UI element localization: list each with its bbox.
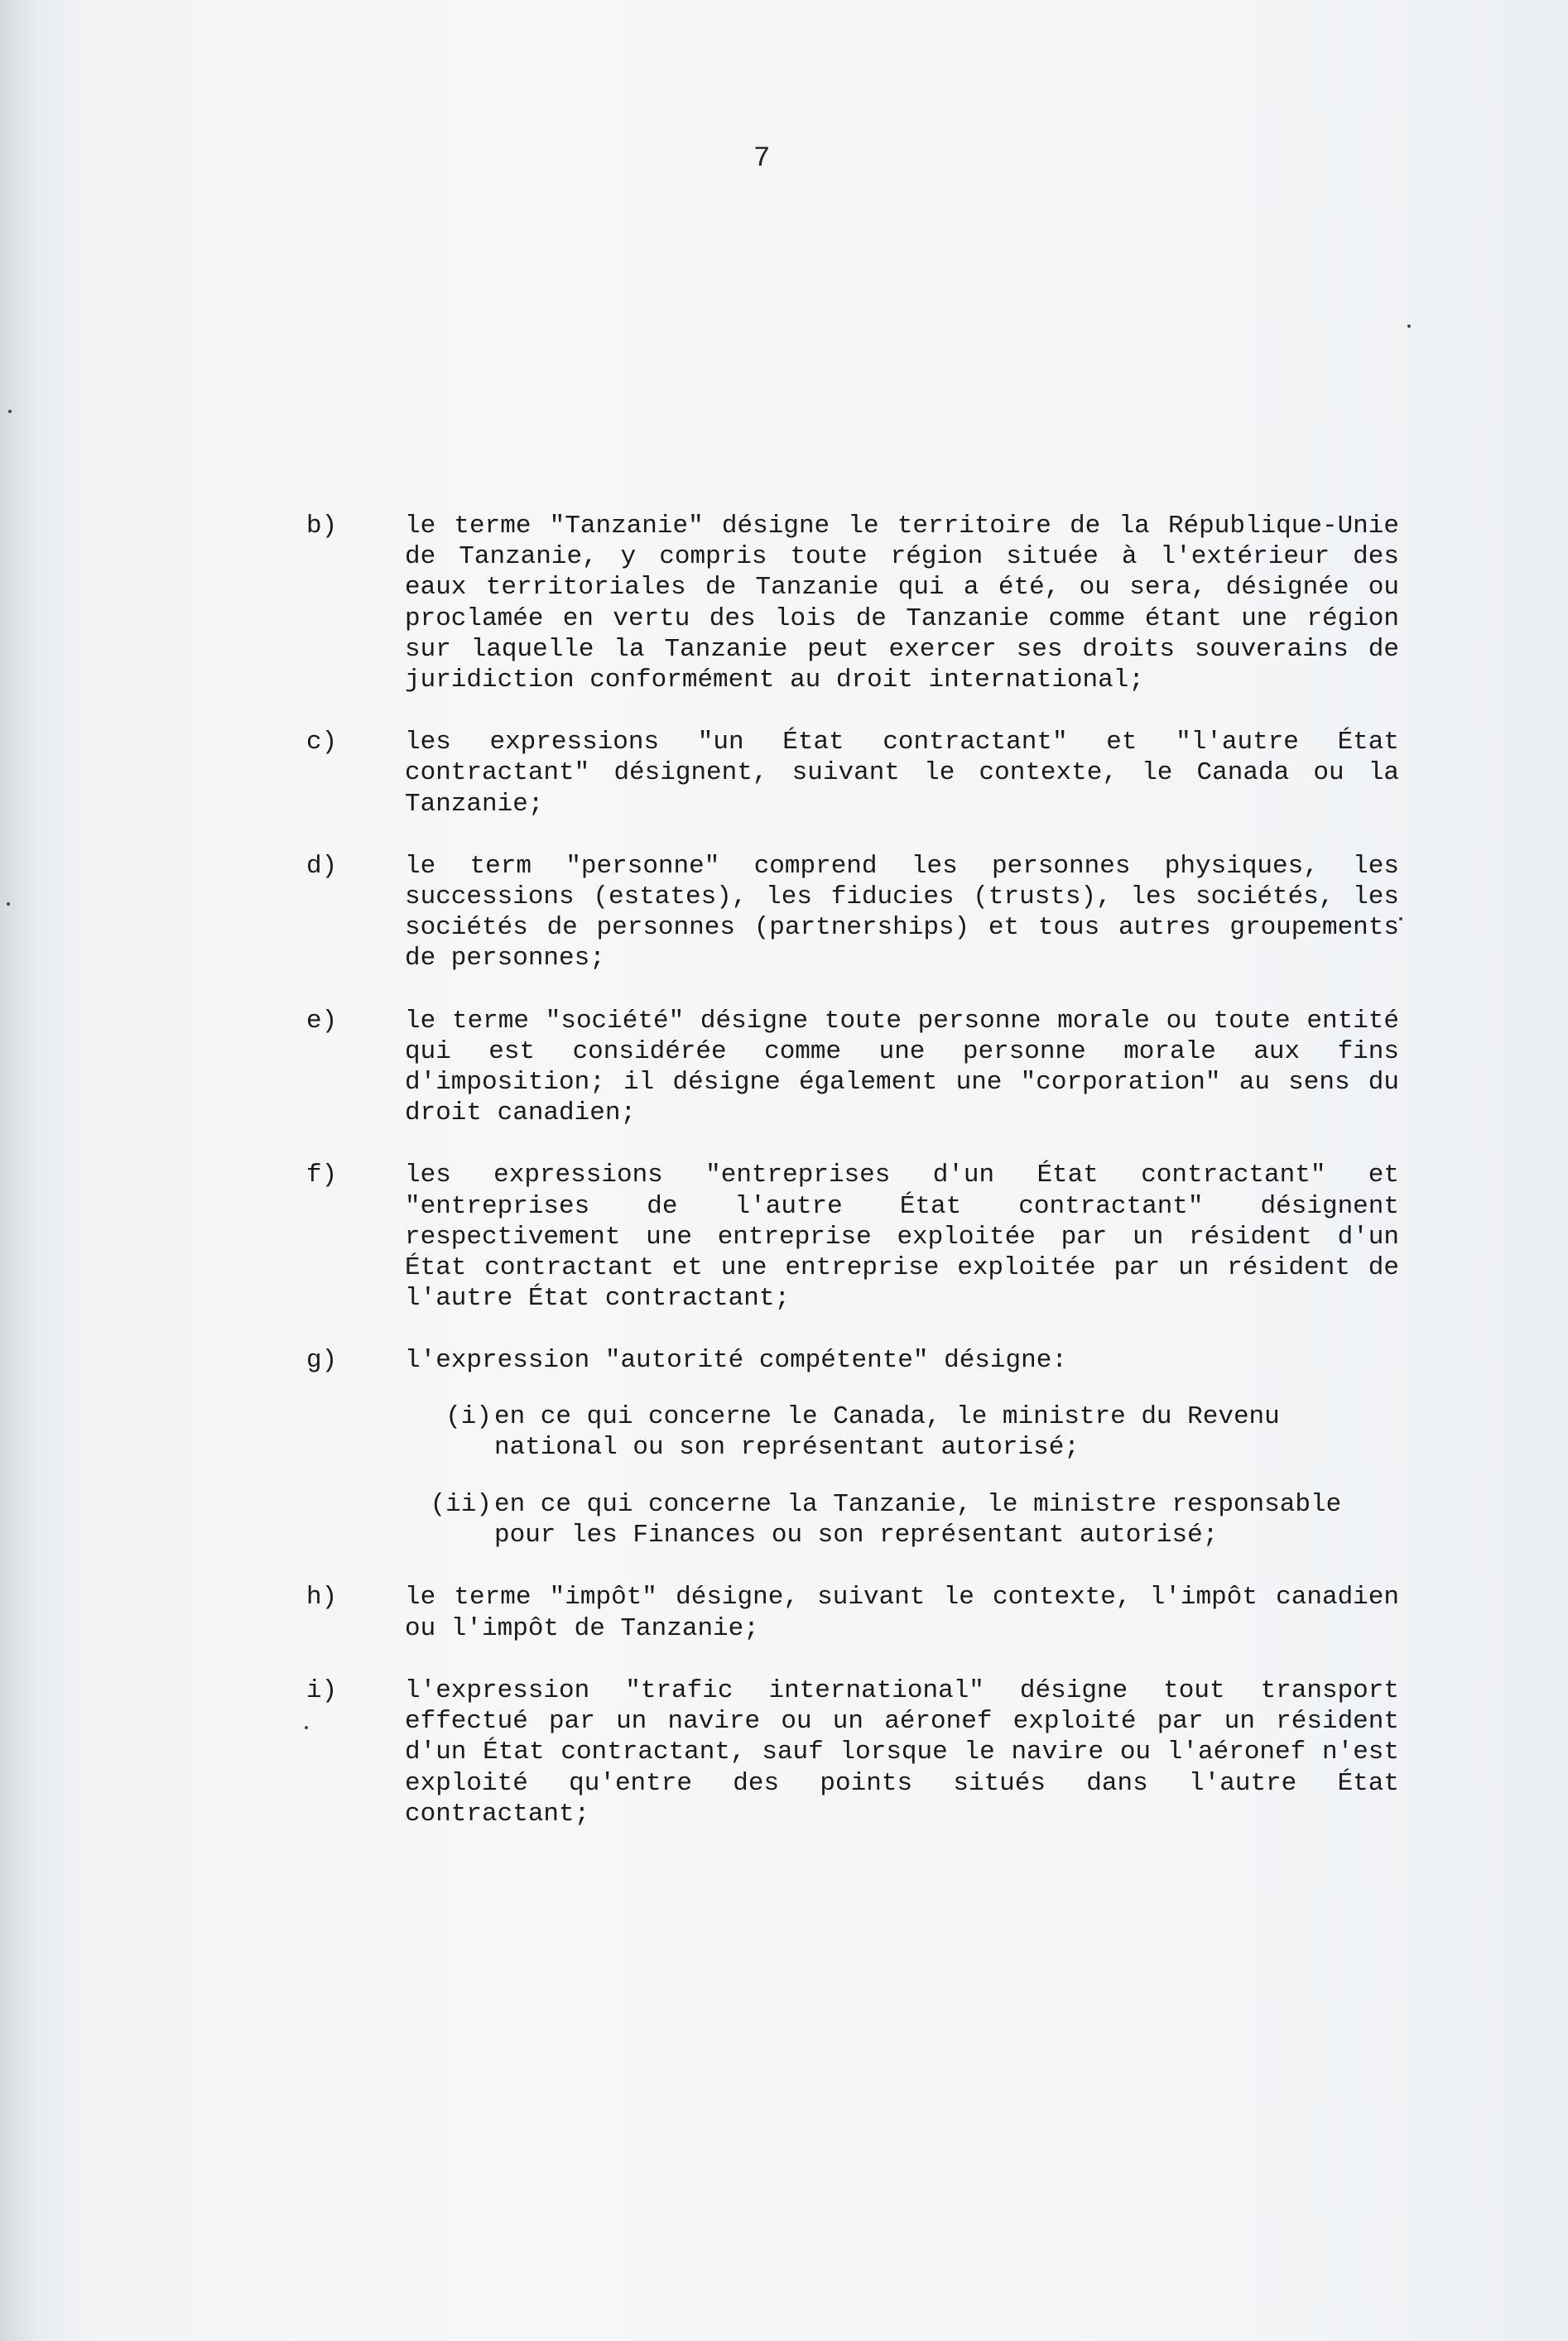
scan-speck bbox=[8, 410, 12, 413]
subitem-ii bbox=[405, 1489, 1399, 1550]
item-text: les expressions "entreprises d'un État contractant" et "entreprises de l'autre État contractant" désignent respectivement une entreprise exploitée par un résident d'un État contractant et une entreprise exploitée par un résident de l'autre État contractant; bbox=[405, 1161, 1399, 1314]
definitions-list bbox=[306, 511, 1399, 1861]
item-label: c) bbox=[306, 728, 338, 757]
definition-item-h bbox=[306, 1582, 1399, 1643]
item-label: f) bbox=[306, 1161, 338, 1190]
definition-item-d bbox=[306, 851, 1399, 974]
item-label: d) bbox=[306, 851, 338, 881]
scan-speck bbox=[305, 1726, 308, 1729]
item-label: g) bbox=[306, 1346, 338, 1376]
definition-item-e bbox=[306, 1006, 1399, 1129]
item-text: le term "personne" comprend les personnes physiques, les successions (estates), les fiducies (trusts), les sociétés, les sociétés de personnes (partnerships) et tous autres groupements de personnes; bbox=[405, 851, 1399, 973]
subitem-i bbox=[405, 1401, 1399, 1463]
item-label: h) bbox=[306, 1583, 338, 1613]
item-text: les expressions "un État contractant" et "l'autre État contractant" désignent, suivant le contexte, le Canada ou la Tanzanie; bbox=[405, 728, 1399, 819]
item-label: e) bbox=[306, 1006, 338, 1036]
subitem-label: (i) bbox=[445, 1401, 492, 1431]
item-text: l'expression "trafic international" désigne tout transport effectué par un navire ou un aéronef exploité par un résident d'un État contractant, sauf lorsque le navire ou l'aéronef n'est exploité qu'entre des points situés dans l'autre État contractant; bbox=[405, 1675, 1399, 1829]
item-label: i) bbox=[306, 1675, 338, 1705]
item-text: le terme "société" désigne toute personne morale ou toute entité qui est considérée comme une personne morale aux fins d'imposition; il désigne également une "corporation" au sens du droit canadien; bbox=[405, 1006, 1399, 1128]
definition-item-g bbox=[306, 1345, 1399, 1550]
scan-speck bbox=[1399, 917, 1402, 921]
definition-item-f bbox=[306, 1160, 1399, 1314]
item-text: le terme "impôt" désigne, suivant le contexte, l'impôt canadien ou l'impôt de Tanzanie; bbox=[405, 1583, 1399, 1643]
subitem-label: (ii) bbox=[430, 1490, 492, 1520]
definition-item-b bbox=[306, 511, 1399, 695]
item-label: b) bbox=[306, 512, 338, 541]
subitem-text: en ce qui concerne la Tanzanie, le ministre responsable pour les Finances ou son représentant autorisé; bbox=[494, 1490, 1342, 1550]
definition-item-c bbox=[306, 727, 1399, 820]
subitem-text: en ce qui concerne le Canada, le ministre du Revenu national ou son représentant autorisé; bbox=[494, 1401, 1280, 1462]
item-text: le terme "Tanzanie" désigne le territoire de la République-Unie de Tanzanie, y compris toute région située à l'extérieur des eaux territoriales de Tanzanie qui a été, ou sera, désignée ou proclamée en vertu des lois de Tanzanie comme étant une région sur laquelle la Tanzanie peut exercer ses droits souverains de juridiction conformément au droit international; bbox=[405, 512, 1399, 695]
definition-item-i bbox=[306, 1675, 1399, 1829]
scan-speck bbox=[7, 902, 10, 906]
scan-speck bbox=[1407, 324, 1411, 328]
item-text: l'expression "autorité compétente" désigne: bbox=[405, 1346, 1067, 1376]
page-number: 7 bbox=[753, 143, 771, 175]
